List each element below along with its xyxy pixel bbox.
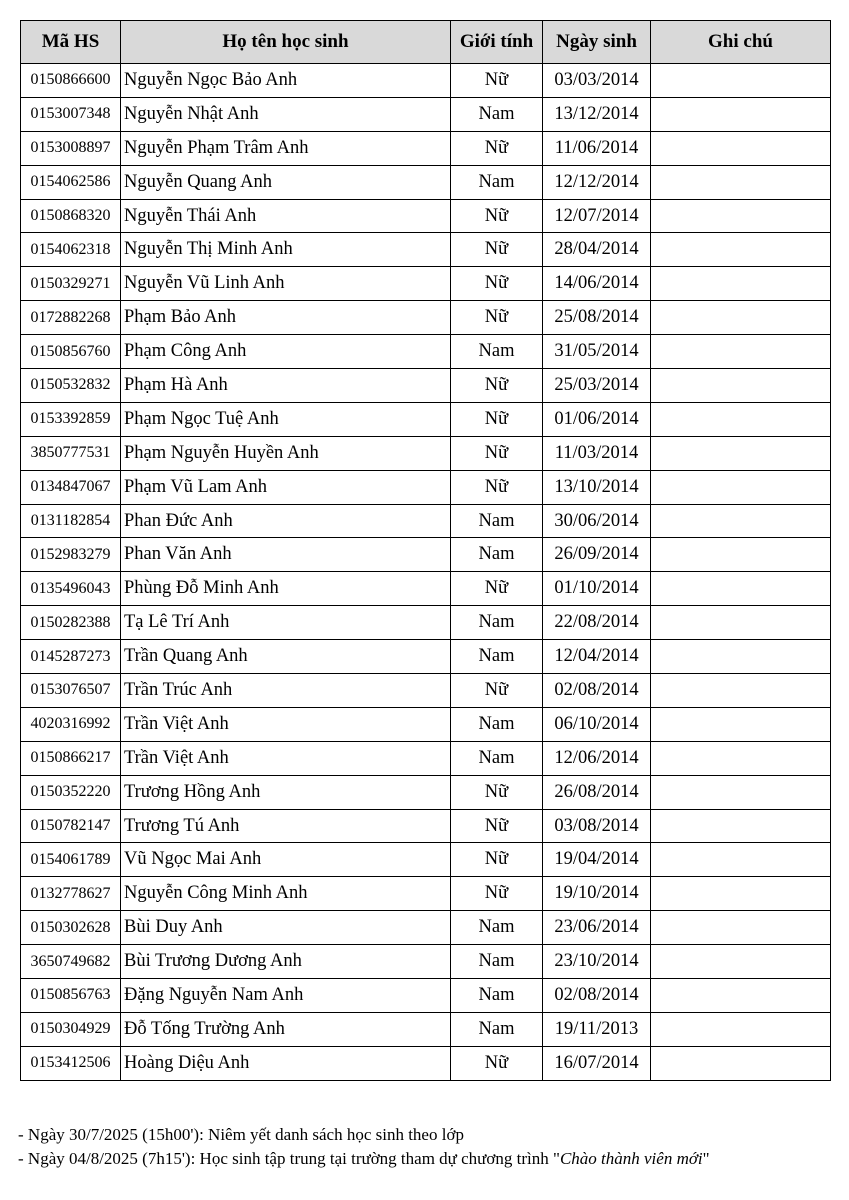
student-id-cell: 0153008897 bbox=[21, 131, 121, 165]
student-id-cell: 0153076507 bbox=[21, 674, 121, 708]
student-name-cell: Nguyễn Nhật Anh bbox=[121, 97, 451, 131]
date-of-birth-cell: 23/06/2014 bbox=[543, 911, 651, 945]
gender-cell: Nam bbox=[451, 979, 543, 1013]
table-row bbox=[21, 64, 831, 98]
student-id-cell: 0154062586 bbox=[21, 165, 121, 199]
notice-section bbox=[18, 1123, 710, 1171]
header-note: Ghi chú bbox=[651, 21, 831, 64]
student-id-cell: 0152983279 bbox=[21, 538, 121, 572]
notice-line-1: - Ngày 30/7/2025 (15h00'): Niêm yết danh sách học sinh theo lớp bbox=[18, 1125, 464, 1144]
gender-cell: Nam bbox=[451, 640, 543, 674]
date-of-birth-cell: 01/10/2014 bbox=[543, 572, 651, 606]
note-cell bbox=[651, 64, 831, 98]
gender-cell: Nam bbox=[451, 911, 543, 945]
student-id-cell: 0153392859 bbox=[21, 402, 121, 436]
note-cell bbox=[651, 809, 831, 843]
student-id-cell: 0154062318 bbox=[21, 233, 121, 267]
student-name-cell: Bùi Trương Dương Anh bbox=[121, 945, 451, 979]
date-of-birth-cell: 02/08/2014 bbox=[543, 979, 651, 1013]
table-row bbox=[21, 369, 831, 403]
gender-cell: Nữ bbox=[451, 369, 543, 403]
table-row bbox=[21, 538, 831, 572]
date-of-birth-cell: 26/09/2014 bbox=[543, 538, 651, 572]
notice-line-2-suffix: " bbox=[702, 1149, 710, 1168]
student-name-cell: Phạm Bảo Anh bbox=[121, 301, 451, 335]
table-row bbox=[21, 165, 831, 199]
student-id-cell: 0150352220 bbox=[21, 775, 121, 809]
student-name-cell: Nguyễn Thái Anh bbox=[121, 199, 451, 233]
note-cell bbox=[651, 402, 831, 436]
table-row bbox=[21, 979, 831, 1013]
note-cell bbox=[651, 538, 831, 572]
table-row bbox=[21, 809, 831, 843]
note-cell bbox=[651, 606, 831, 640]
student-id-cell: 0135496043 bbox=[21, 572, 121, 606]
note-cell bbox=[651, 877, 831, 911]
student-list-sheet bbox=[20, 20, 830, 1081]
table-row bbox=[21, 1046, 831, 1080]
date-of-birth-cell: 06/10/2014 bbox=[543, 707, 651, 741]
note-cell bbox=[651, 979, 831, 1013]
gender-cell: Nữ bbox=[451, 877, 543, 911]
student-name-cell: Nguyễn Phạm Trâm Anh bbox=[121, 131, 451, 165]
student-table bbox=[20, 20, 831, 1081]
header-gender: Giới tính bbox=[451, 21, 543, 64]
student-id-cell: 0150329271 bbox=[21, 267, 121, 301]
student-id-cell: 0150304929 bbox=[21, 1012, 121, 1046]
student-id-cell: 0131182854 bbox=[21, 504, 121, 538]
note-cell bbox=[651, 1046, 831, 1080]
header-student-name: Họ tên học sinh bbox=[121, 21, 451, 64]
student-id-cell: 0154061789 bbox=[21, 843, 121, 877]
gender-cell: Nam bbox=[451, 606, 543, 640]
gender-cell: Nam bbox=[451, 165, 543, 199]
date-of-birth-cell: 23/10/2014 bbox=[543, 945, 651, 979]
table-row bbox=[21, 97, 831, 131]
date-of-birth-cell: 03/03/2014 bbox=[543, 64, 651, 98]
student-id-cell: 0150282388 bbox=[21, 606, 121, 640]
student-id-cell: 0153412506 bbox=[21, 1046, 121, 1080]
student-name-cell: Phạm Hà Anh bbox=[121, 369, 451, 403]
note-cell bbox=[651, 572, 831, 606]
note-cell bbox=[651, 504, 831, 538]
student-id-cell: 0150532832 bbox=[21, 369, 121, 403]
table-row bbox=[21, 267, 831, 301]
gender-cell: Nam bbox=[451, 97, 543, 131]
note-cell bbox=[651, 640, 831, 674]
date-of-birth-cell: 13/10/2014 bbox=[543, 470, 651, 504]
date-of-birth-cell: 12/06/2014 bbox=[543, 741, 651, 775]
student-name-cell: Trương Hồng Anh bbox=[121, 775, 451, 809]
student-id-cell: 0132778627 bbox=[21, 877, 121, 911]
student-name-cell: Tạ Lê Trí Anh bbox=[121, 606, 451, 640]
date-of-birth-cell: 01/06/2014 bbox=[543, 402, 651, 436]
gender-cell: Nữ bbox=[451, 843, 543, 877]
date-of-birth-cell: 19/04/2014 bbox=[543, 843, 651, 877]
date-of-birth-cell: 28/04/2014 bbox=[543, 233, 651, 267]
gender-cell: Nữ bbox=[451, 1046, 543, 1080]
student-id-cell: 0150782147 bbox=[21, 809, 121, 843]
table-row bbox=[21, 707, 831, 741]
note-cell bbox=[651, 199, 831, 233]
gender-cell: Nam bbox=[451, 741, 543, 775]
date-of-birth-cell: 11/06/2014 bbox=[543, 131, 651, 165]
table-row bbox=[21, 233, 831, 267]
note-cell bbox=[651, 945, 831, 979]
note-cell bbox=[651, 911, 831, 945]
student-id-cell: 0150856760 bbox=[21, 335, 121, 369]
table-header-row bbox=[21, 21, 831, 64]
date-of-birth-cell: 03/08/2014 bbox=[543, 809, 651, 843]
gender-cell: Nữ bbox=[451, 301, 543, 335]
date-of-birth-cell: 12/12/2014 bbox=[543, 165, 651, 199]
table-row bbox=[21, 640, 831, 674]
student-name-cell: Trần Trúc Anh bbox=[121, 674, 451, 708]
gender-cell: Nữ bbox=[451, 402, 543, 436]
student-name-cell: Trương Tú Anh bbox=[121, 809, 451, 843]
student-id-cell: 3850777531 bbox=[21, 436, 121, 470]
table-row bbox=[21, 131, 831, 165]
student-id-cell: 4020316992 bbox=[21, 707, 121, 741]
header-student-id: Mã HS bbox=[21, 21, 121, 64]
note-cell bbox=[651, 1012, 831, 1046]
student-name-cell: Nguyễn Ngọc Bảo Anh bbox=[121, 64, 451, 98]
note-cell bbox=[651, 741, 831, 775]
student-id-cell: 0153007348 bbox=[21, 97, 121, 131]
student-name-cell: Phạm Nguyễn Huyền Anh bbox=[121, 436, 451, 470]
note-cell bbox=[651, 233, 831, 267]
student-name-cell: Trần Việt Anh bbox=[121, 707, 451, 741]
student-table-body bbox=[21, 64, 831, 1081]
gender-cell: Nam bbox=[451, 945, 543, 979]
student-id-cell: 0172882268 bbox=[21, 301, 121, 335]
student-id-cell: 0150856763 bbox=[21, 979, 121, 1013]
table-row bbox=[21, 470, 831, 504]
notice-line-2-prefix: - Ngày 04/8/2025 (7h15'): Học sinh tập trung tại trường tham dự chương trình " bbox=[18, 1149, 560, 1168]
student-id-cell: 0150866217 bbox=[21, 741, 121, 775]
student-id-cell: 0145287273 bbox=[21, 640, 121, 674]
student-id-cell: 0134847067 bbox=[21, 470, 121, 504]
table-row bbox=[21, 606, 831, 640]
date-of-birth-cell: 26/08/2014 bbox=[543, 775, 651, 809]
student-name-cell: Nguyễn Vũ Linh Anh bbox=[121, 267, 451, 301]
note-cell bbox=[651, 267, 831, 301]
gender-cell: Nam bbox=[451, 538, 543, 572]
date-of-birth-cell: 13/12/2014 bbox=[543, 97, 651, 131]
gender-cell: Nữ bbox=[451, 470, 543, 504]
date-of-birth-cell: 14/06/2014 bbox=[543, 267, 651, 301]
gender-cell: Nữ bbox=[451, 775, 543, 809]
table-row bbox=[21, 775, 831, 809]
student-id-cell: 0150302628 bbox=[21, 911, 121, 945]
table-row bbox=[21, 843, 831, 877]
table-row bbox=[21, 436, 831, 470]
table-row bbox=[21, 504, 831, 538]
note-cell bbox=[651, 436, 831, 470]
student-name-cell: Phạm Công Anh bbox=[121, 335, 451, 369]
date-of-birth-cell: 25/03/2014 bbox=[543, 369, 651, 403]
student-name-cell: Phan Văn Anh bbox=[121, 538, 451, 572]
gender-cell: Nữ bbox=[451, 233, 543, 267]
gender-cell: Nữ bbox=[451, 267, 543, 301]
note-cell bbox=[651, 131, 831, 165]
gender-cell: Nữ bbox=[451, 674, 543, 708]
table-row bbox=[21, 199, 831, 233]
student-name-cell: Nguyễn Thị Minh Anh bbox=[121, 233, 451, 267]
student-name-cell: Nguyễn Quang Anh bbox=[121, 165, 451, 199]
date-of-birth-cell: 12/07/2014 bbox=[543, 199, 651, 233]
gender-cell: Nữ bbox=[451, 131, 543, 165]
student-id-cell: 3650749682 bbox=[21, 945, 121, 979]
date-of-birth-cell: 11/03/2014 bbox=[543, 436, 651, 470]
date-of-birth-cell: 30/06/2014 bbox=[543, 504, 651, 538]
student-name-cell: Hoàng Diệu Anh bbox=[121, 1046, 451, 1080]
gender-cell: Nam bbox=[451, 707, 543, 741]
table-row bbox=[21, 945, 831, 979]
gender-cell: Nữ bbox=[451, 199, 543, 233]
note-cell bbox=[651, 369, 831, 403]
student-name-cell: Bùi Duy Anh bbox=[121, 911, 451, 945]
student-name-cell: Trần Việt Anh bbox=[121, 741, 451, 775]
date-of-birth-cell: 31/05/2014 bbox=[543, 335, 651, 369]
note-cell bbox=[651, 470, 831, 504]
student-id-cell: 0150868320 bbox=[21, 199, 121, 233]
student-name-cell: Trần Quang Anh bbox=[121, 640, 451, 674]
date-of-birth-cell: 22/08/2014 bbox=[543, 606, 651, 640]
student-name-cell: Phạm Ngọc Tuệ Anh bbox=[121, 402, 451, 436]
table-row bbox=[21, 335, 831, 369]
student-name-cell: Đỗ Tống Trường Anh bbox=[121, 1012, 451, 1046]
table-row bbox=[21, 1012, 831, 1046]
note-cell bbox=[651, 335, 831, 369]
student-name-cell: Phan Đức Anh bbox=[121, 504, 451, 538]
table-row bbox=[21, 877, 831, 911]
table-row bbox=[21, 572, 831, 606]
student-name-cell: Vũ Ngọc Mai Anh bbox=[121, 843, 451, 877]
notice-program-name: Chào thành viên mới bbox=[559, 1149, 703, 1168]
date-of-birth-cell: 02/08/2014 bbox=[543, 674, 651, 708]
date-of-birth-cell: 19/11/2013 bbox=[543, 1012, 651, 1046]
date-of-birth-cell: 12/04/2014 bbox=[543, 640, 651, 674]
student-id-cell: 0150866600 bbox=[21, 64, 121, 98]
date-of-birth-cell: 25/08/2014 bbox=[543, 301, 651, 335]
note-cell bbox=[651, 843, 831, 877]
note-cell bbox=[651, 97, 831, 131]
gender-cell: Nữ bbox=[451, 436, 543, 470]
student-name-cell: Phùng Đỗ Minh Anh bbox=[121, 572, 451, 606]
table-row bbox=[21, 402, 831, 436]
gender-cell: Nam bbox=[451, 1012, 543, 1046]
table-row bbox=[21, 301, 831, 335]
header-date-of-birth: Ngày sinh bbox=[543, 21, 651, 64]
table-row bbox=[21, 674, 831, 708]
note-cell bbox=[651, 301, 831, 335]
notice-line-2 bbox=[18, 1147, 710, 1171]
note-cell bbox=[651, 674, 831, 708]
student-name-cell: Phạm Vũ Lam Anh bbox=[121, 470, 451, 504]
gender-cell: Nam bbox=[451, 335, 543, 369]
student-name-cell: Nguyễn Công Minh Anh bbox=[121, 877, 451, 911]
gender-cell: Nữ bbox=[451, 572, 543, 606]
gender-cell: Nam bbox=[451, 504, 543, 538]
table-row bbox=[21, 911, 831, 945]
student-name-cell: Đặng Nguyễn Nam Anh bbox=[121, 979, 451, 1013]
note-cell bbox=[651, 775, 831, 809]
gender-cell: Nữ bbox=[451, 809, 543, 843]
note-cell bbox=[651, 707, 831, 741]
date-of-birth-cell: 16/07/2014 bbox=[543, 1046, 651, 1080]
gender-cell: Nữ bbox=[451, 64, 543, 98]
note-cell bbox=[651, 165, 831, 199]
date-of-birth-cell: 19/10/2014 bbox=[543, 877, 651, 911]
table-row bbox=[21, 741, 831, 775]
